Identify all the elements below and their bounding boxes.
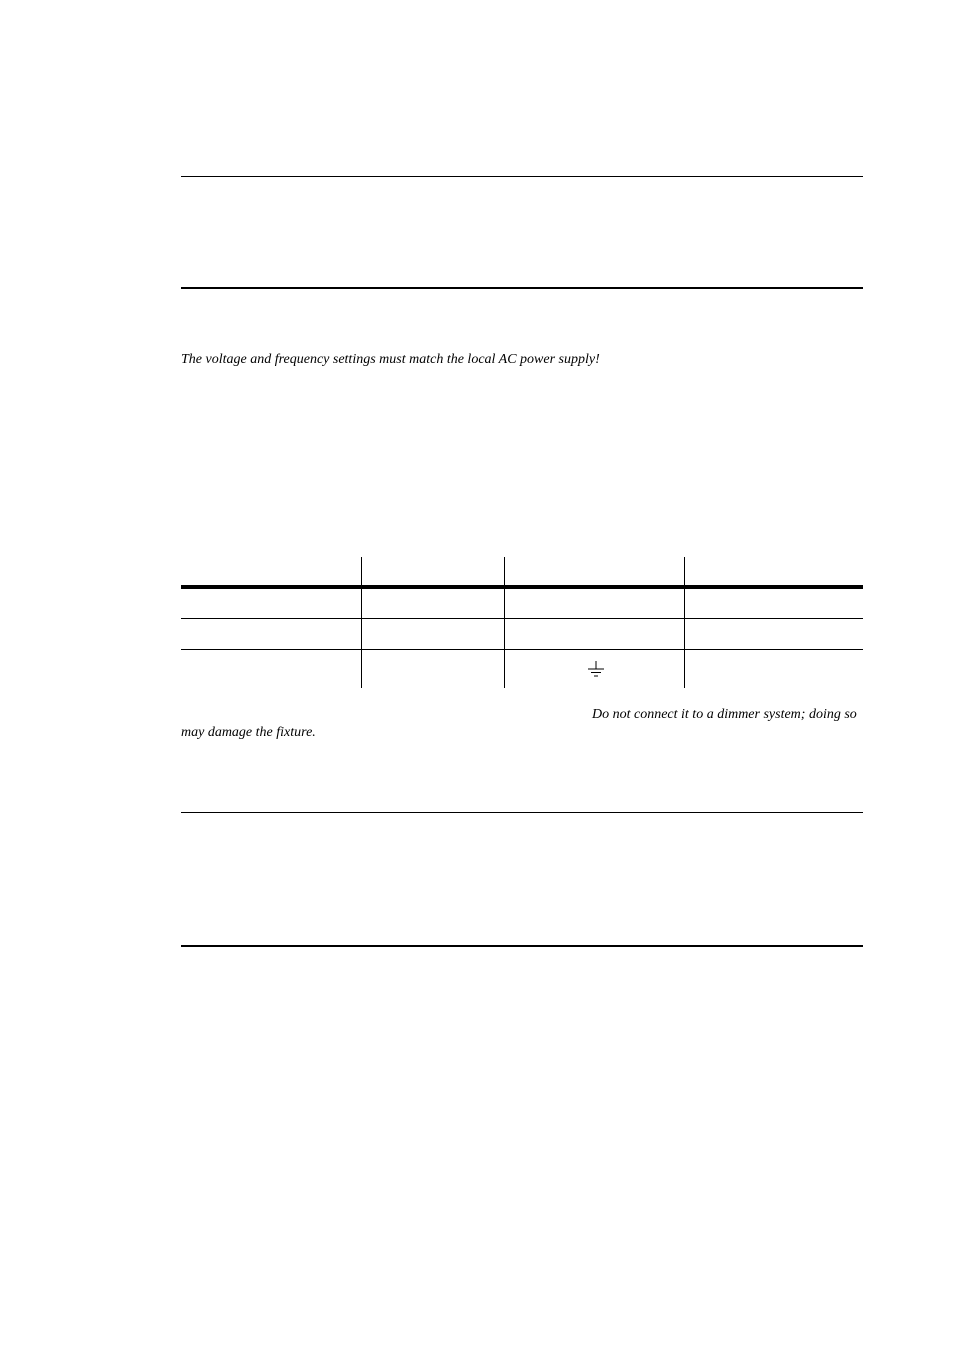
table-column-divider (361, 557, 362, 688)
table-column-divider (684, 557, 685, 688)
table-row-rule (181, 618, 863, 619)
ground-icon (586, 659, 606, 679)
table-header-rule (181, 585, 863, 589)
voltage-frequency-notice: The voltage and frequency settings must match the local AC power supply! (181, 352, 600, 367)
box-bottom-rule (181, 287, 863, 289)
box-top-rule (181, 176, 863, 177)
dimmer-warning-line-2: may damage the fixture. (181, 725, 316, 740)
table-row-rule (181, 649, 863, 650)
box-top-rule (181, 812, 863, 813)
wiring-table (181, 557, 863, 688)
box-bottom-rule (181, 945, 863, 947)
dimmer-warning-line-1: Do not connect it to a dimmer system; doing so (592, 707, 857, 722)
table-column-divider (504, 557, 505, 688)
